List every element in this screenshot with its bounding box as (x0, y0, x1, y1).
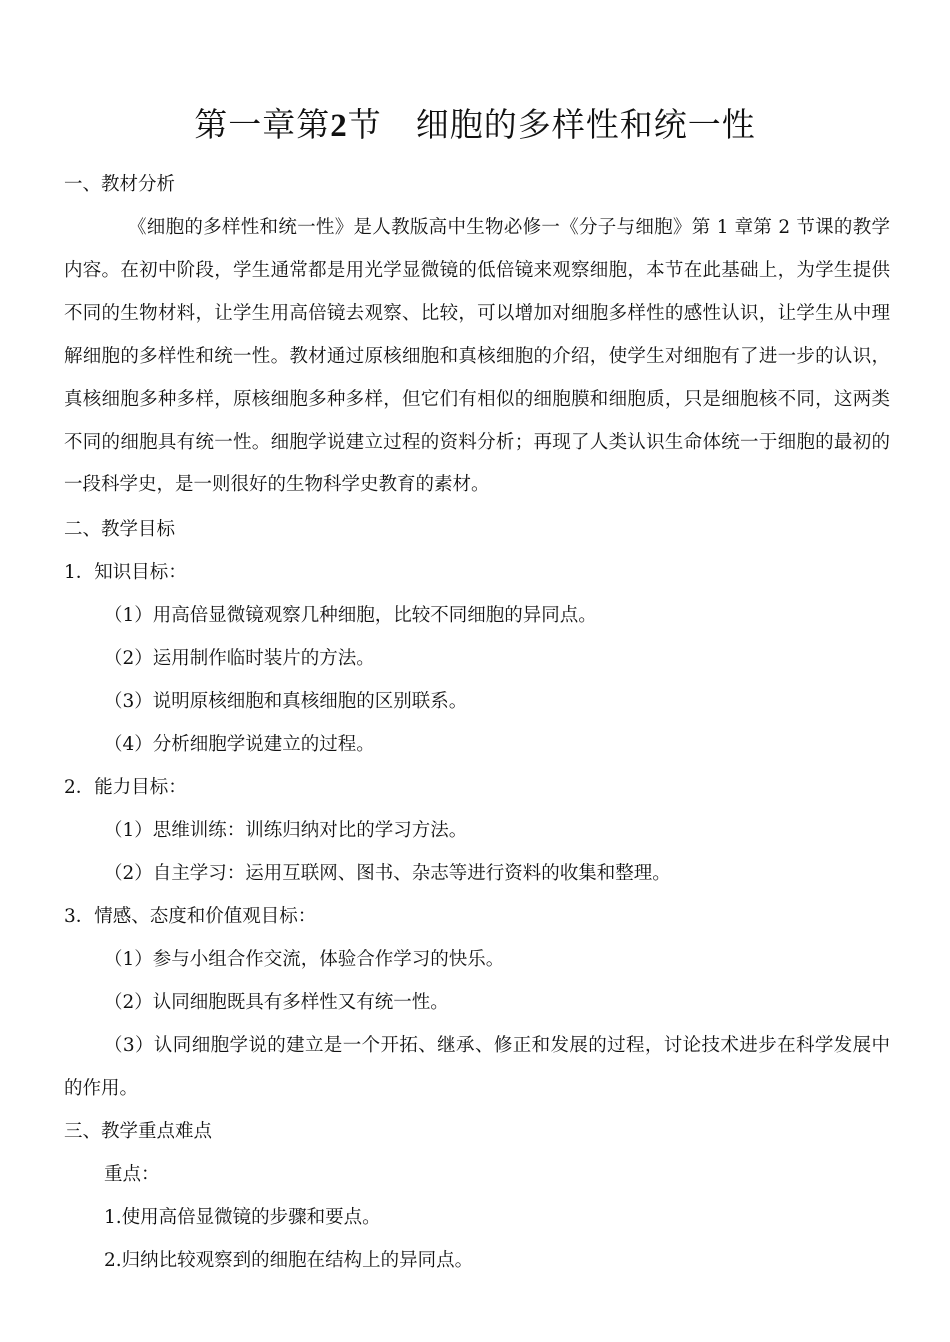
document-title (0, 100, 950, 151)
ability-goal-item: （1）思维训练：训练归纳对比的学习方法。 (104, 820, 468, 841)
attitude-goals-heading: 3．情感、态度和价值观目标： (64, 906, 317, 927)
analysis-paragraph: 《细胞的多样性和统一性》是人教版高中生物必修一《分子与细胞》第 1 章第 2 节课的教学内容。在初中阶段，学生通常都是用光学显微镜的低倍镜来观察细胞，本节在此基础上，为学生提供不同的生物材料，让学生用高倍镜去观察、比较，可以增加对细胞多样性的感性认识，让学生从中理解细胞的多样性和统一性。教材通过原核细胞和真核细胞的介绍，使学生对细胞有了进一步的认识，真核细胞多种多样，原核细胞多种多样，但它们有相似的细胞膜和细胞质，只是细胞核不同，这两类不同的细胞具有统一性。细胞学说建立过程的资料分析；再现了人类认识生命体统一于细胞的最初的一段科学史，是一则很好的生物科学史教育的素材。 (64, 217, 890, 496)
attitude-goal-item: （3）认同细胞学说的建立是一个开拓、继承、修正和发展的过程，讨论技术进步在科学发展中的作用。 (64, 1035, 890, 1099)
key-point-item: 1.使用高倍显微镜的步骤和要点。 (104, 1207, 381, 1228)
key-points-label: 重点： (104, 1164, 160, 1185)
knowledge-goal-item: （3）说明原核细胞和真核细胞的区别联系。 (104, 691, 468, 712)
section-heading-analysis: 一、教材分析 (64, 174, 176, 195)
attitude-goal-item: （1）参与小组合作交流，体验合作学习的快乐。 (104, 949, 505, 970)
knowledge-goals-heading: 1．知识目标： (64, 562, 187, 583)
section-heading-objectives: 二、教学目标 (64, 519, 176, 540)
title-suffix: 节 细胞的多样性和统一性 (347, 105, 756, 144)
title-prefix: 第一章第 (194, 105, 331, 144)
attitude-goal-item: （2）认同细胞既具有多样性又有统一性。 (104, 992, 449, 1013)
knowledge-goal-item: （4）分析细胞学说建立的过程。 (104, 734, 375, 755)
ability-goal-item: （2）自主学习：运用互联网、图书、杂志等进行资料的收集和整理。 (104, 863, 671, 884)
knowledge-goal-item: （2）运用制作临时装片的方法。 (104, 648, 375, 669)
section-heading-key-points: 三、教学重点难点 (64, 1121, 213, 1142)
key-point-item: 2.归纳比较观察到的细胞在结构上的异同点。 (104, 1250, 474, 1271)
knowledge-goal-item: （1）用高倍显微镜观察几种细胞，比较不同细胞的异同点。 (104, 605, 597, 626)
title-number: 2 (330, 108, 348, 144)
ability-goals-heading: 2．能力目标： (64, 777, 187, 798)
